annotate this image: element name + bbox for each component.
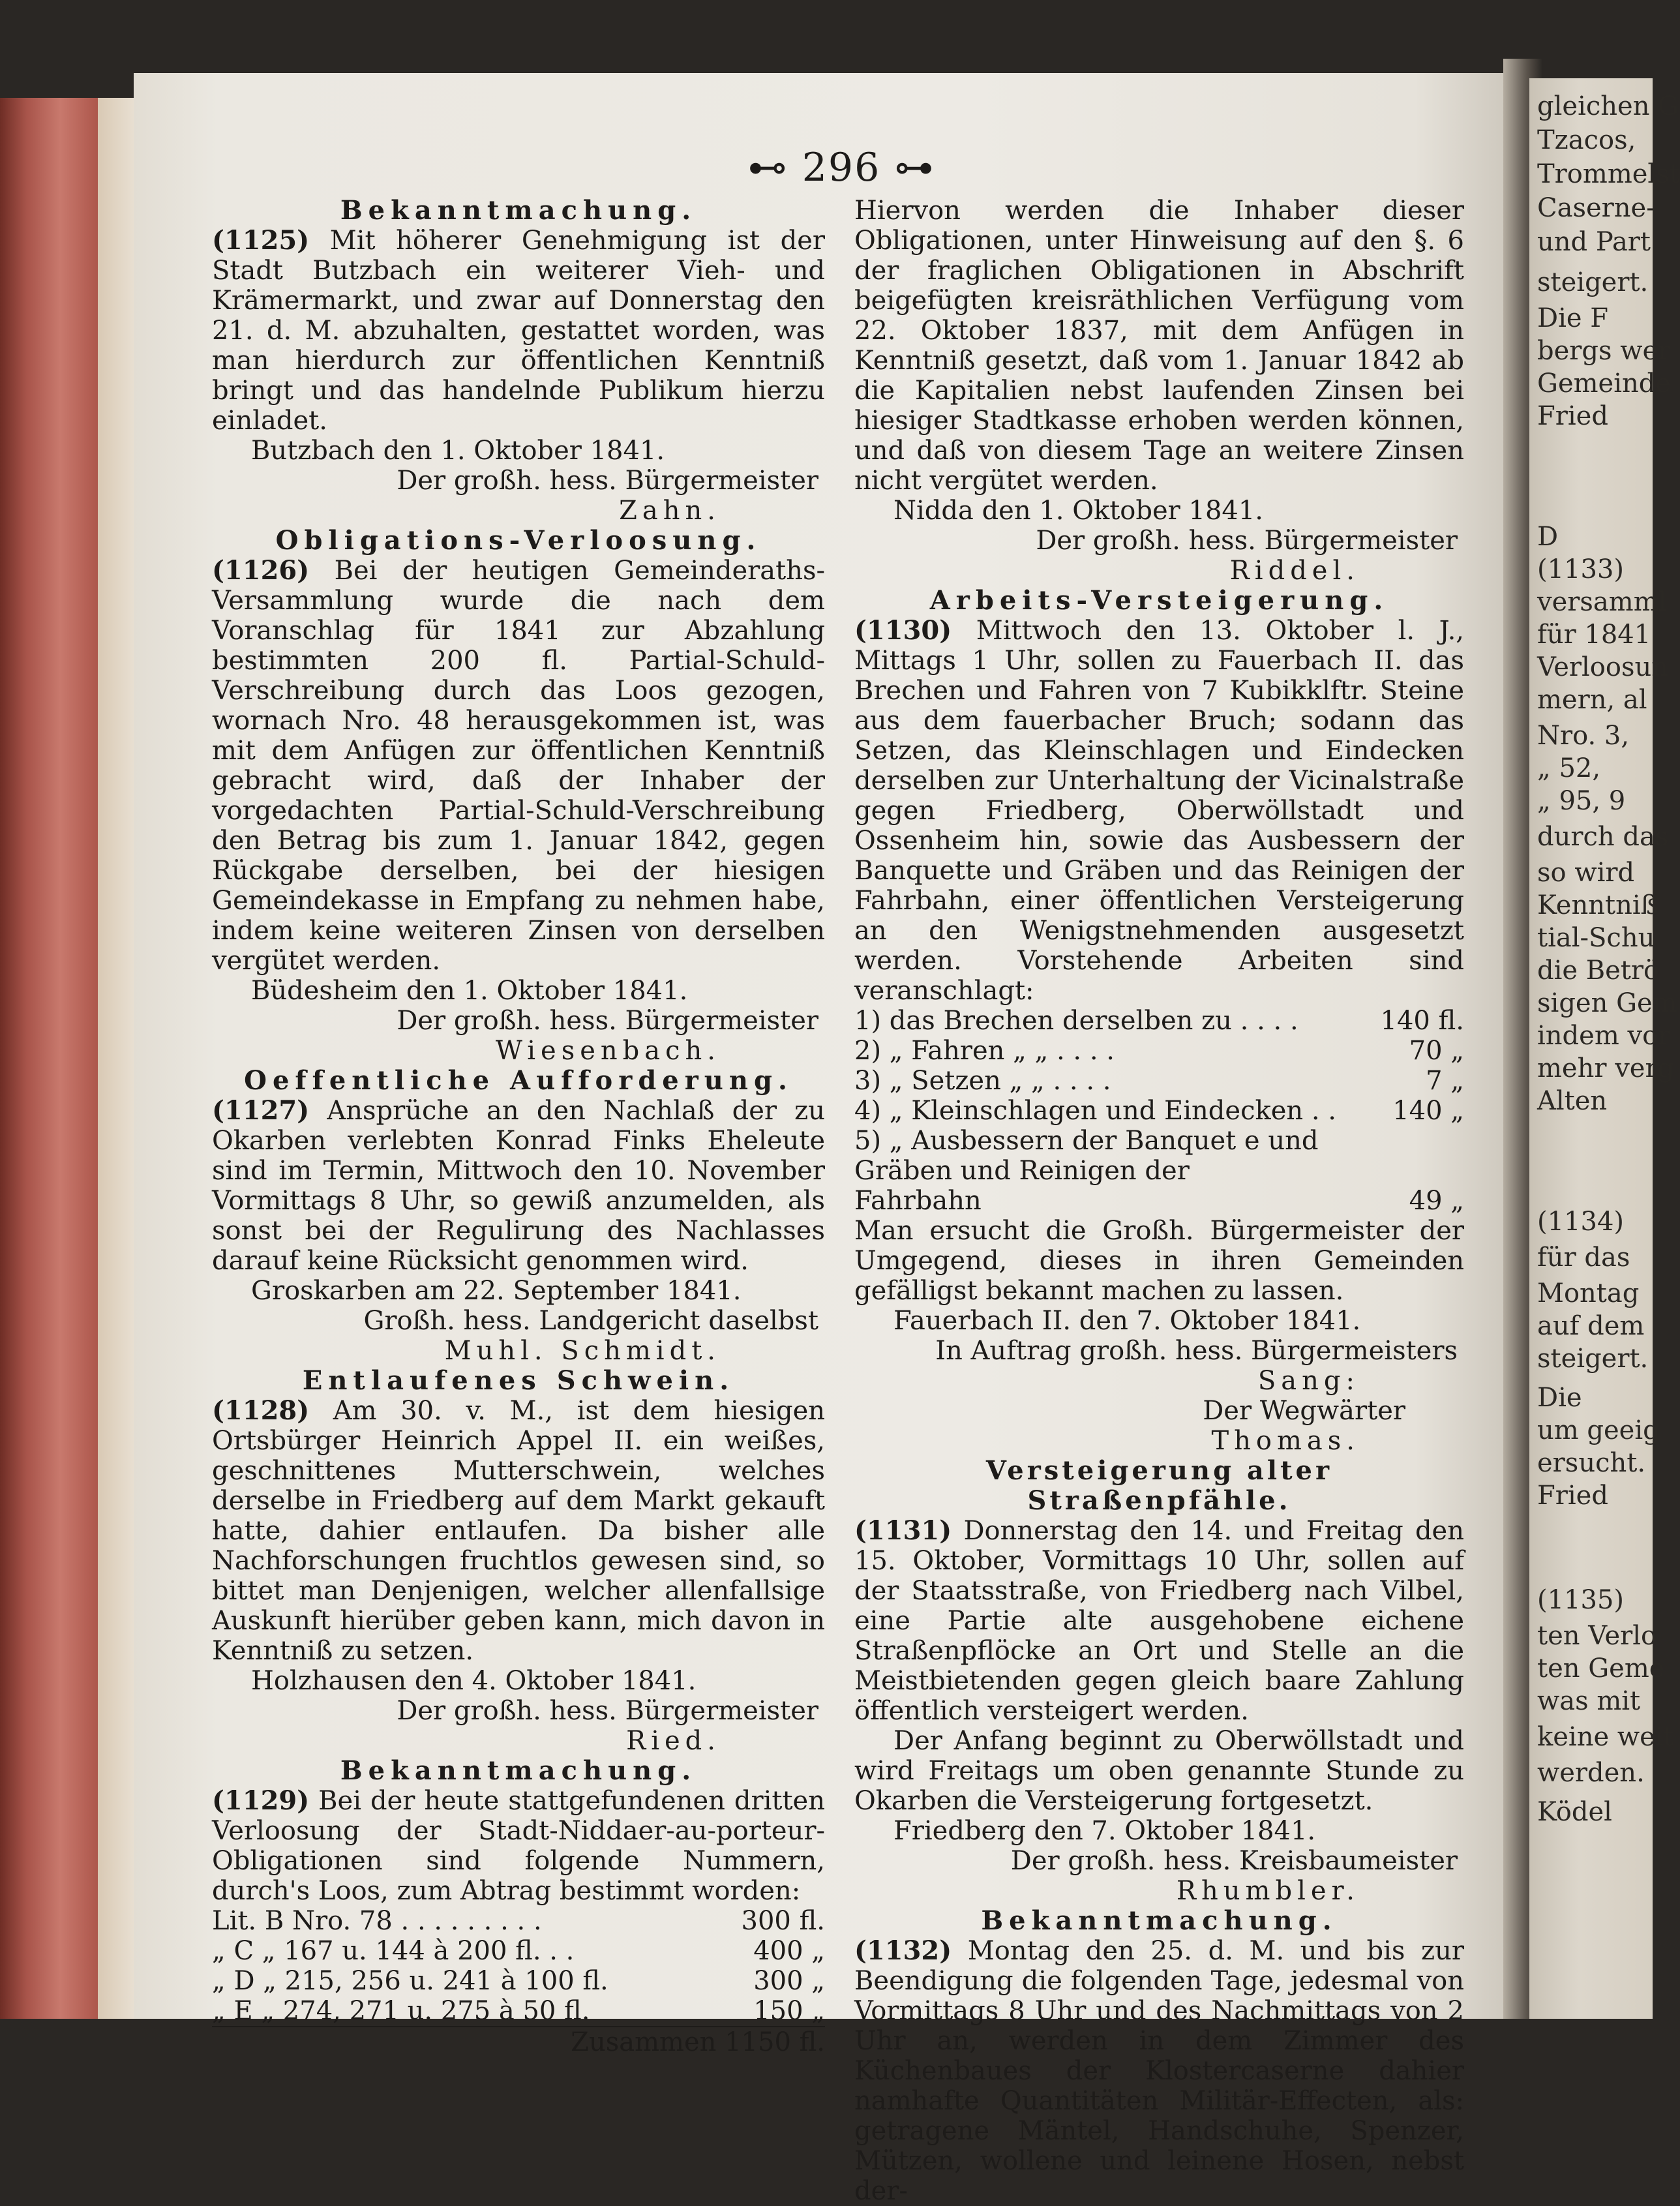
next-page-text: und Part — [1537, 227, 1651, 257]
notice-heading: Bekanntmachung. — [981, 1905, 1338, 1936]
next-page-text: „ 95, 9 — [1537, 786, 1626, 816]
next-page-text: D — [1537, 522, 1559, 552]
next-page-text: für 1841 — [1537, 620, 1651, 650]
notice-date: Büdesheim den 1. Oktober 1841. — [251, 976, 688, 1006]
next-page-text: keine weit — [1537, 1722, 1674, 1752]
notice-signatory-name: Rhumbler. — [1176, 1876, 1360, 1906]
notice-number: (1126) — [212, 555, 310, 586]
next-page-text: Trommelst — [1537, 159, 1680, 189]
notice-1132 — [854, 1906, 1464, 2206]
next-page-text: Die — [1537, 1383, 1582, 1413]
next-page-text: tial-Schu — [1537, 923, 1655, 953]
notice-body: Bei der heute stattgefundenen dritten Verloosung der Stadt-Niddaer-au-porteur-Obligationen sind folgende Nummern, durch's Loos, zum Abtrag bestimmt worden: — [212, 1786, 825, 1906]
next-page-text: steigert. — [1537, 1344, 1649, 1374]
notice-number: (1132) — [854, 1935, 952, 1966]
list-item: 1) das Brechen derselben zu . . . . 140 fl. — [854, 1006, 1464, 1036]
notice-body: Hiervon werden die Inhaber dieser Obligationen, unter Hinweisung auf den §. 6 der fraglichen Obligationen in Abschrift beigefügten kreisräthlichen Verfügung vom 22. Oktober 1837, mit dem Anfügen in Kenntniß gesetzt, daß vom 1. Januar 1842 ab die Kapitalien nebst laufenden Zinsen bei hiesiger Stadtkasse erhoben werden können, und daß von diesem Tage an weitere Zinsen nicht vergütet werden. — [854, 196, 1464, 496]
next-page-text: gleichen G — [1537, 91, 1679, 121]
list-item: „ E „ 274, 271 u. 275 à 50 fl. 150 „ — [212, 1996, 825, 2026]
next-page-text: ten Verlo — [1537, 1621, 1657, 1651]
next-page-text: ten Geme — [1537, 1654, 1665, 1684]
left-column — [212, 196, 825, 2057]
notice-signatory-name: Wiesenbach. — [495, 1036, 721, 1066]
notice-1127 — [212, 1066, 825, 1366]
next-page-text: Alten — [1537, 1086, 1608, 1116]
next-page-text: so wird — [1537, 858, 1635, 888]
next-page-text: Caserne- — [1537, 193, 1655, 223]
list-item: 2) „ Fahren „ „ . . . . 70 „ — [854, 1036, 1464, 1066]
list-item: „ D „ 215, 256 u. 241 à 100 fl. 300 „ — [212, 1966, 825, 1996]
notice-date: Nidda den 1. Oktober 1841. — [893, 496, 1264, 526]
notice-date: Fauerbach II. den 7. Oktober 1841. — [893, 1306, 1361, 1336]
page-number: 296 — [802, 145, 881, 190]
next-page-text: Tzacos, — [1537, 125, 1636, 155]
next-page-text: Montag — [1537, 1278, 1640, 1308]
next-page-text: Kenntniß — [1537, 890, 1658, 920]
next-page-text: sigen Gem — [1537, 988, 1677, 1018]
ornament-left-icon: ⊷ — [747, 145, 788, 190]
notice-number: (1130) — [854, 615, 952, 646]
next-page-text: Gemeinde — [1537, 369, 1672, 399]
next-page-text: „ 52, — [1537, 753, 1601, 783]
next-page-text: was mit — [1537, 1686, 1641, 1716]
next-page-text: für das — [1537, 1243, 1630, 1273]
list-total: Zusammen 1150 fl. — [571, 2027, 825, 2057]
notice-1129-continued — [854, 196, 1464, 586]
next-page-text: Fried — [1537, 401, 1608, 431]
next-page-text: (1133) — [1537, 554, 1625, 584]
ornament-right-icon: ⊶ — [894, 145, 935, 190]
next-page-fragment — [1529, 78, 1680, 2019]
list-item: Lit. B Nro. 78 . . . . . . . . . 300 fl. — [212, 1906, 825, 1936]
next-page-text: steigert. — [1537, 267, 1649, 297]
next-page-text: werden. — [1537, 1758, 1645, 1788]
notice-heading: Arbeits-Versteigerung. — [929, 585, 1389, 616]
next-page-text: Ködel — [1537, 1797, 1612, 1827]
list-item: „ C „ 167 u. 144 à 200 fl. . . 400 „ — [212, 1936, 825, 1966]
notice-signatory-title: Der großh. hess. Bürgermeister — [1036, 526, 1458, 556]
notice-number: (1129) — [212, 1785, 310, 1816]
next-page-text: (1135) — [1537, 1585, 1625, 1615]
notice-heading: Bekanntmachung. — [340, 195, 697, 226]
next-page-text: auf dem — [1537, 1311, 1645, 1341]
notice-body: Montag den 25. d. M. und bis zur Beendigung die folgenden Tage, jedesmal von Vormittags 8 Uhr und des Nachmittags von 2 Uhr an, werden in dem Zimmer des Küchenbaues der Klostercaserne dahier namhafte Quantitäten Militär-Effecten, als: getragene Mäntel, Handschuhe, Spenzer, Mützen, wollene und leinene Hosen, nebst der- — [854, 1936, 1464, 2206]
notice-1128 — [212, 1366, 825, 1756]
notice-body: Bei der heutigen Gemeinderaths-Versammlung wurde die nach dem Voranschlag für 1841 zur Abzahlung bestimmten 200 fl. Partial-Schuld-Verschreibung durch das Loos gezogen, wornach Nro. 48 herausgekommen ist, was mit dem Anfügen zur öffentlichen Kenntniß gebracht wird, daß der Inhaber der vorgedachten Partial-Schuld-Verschreibung den Betrag bis zum 1. Januar 1842, gegen Rückgabe derselben, bei der hiesigen Gemeindekasse in Empfang zu nehmen habe, indem keine weiteren Zinsen von derselben vergütet werden. — [212, 556, 825, 976]
notice-1130 — [854, 586, 1464, 1456]
notice-1129 — [212, 1756, 825, 2057]
notice-1131 — [854, 1456, 1464, 1906]
next-page-text: mern, al — [1537, 685, 1647, 715]
notice-signatory-title: Der großh. hess. Bürgermeister — [397, 1696, 818, 1726]
next-page-text: bergs wer — [1537, 336, 1671, 366]
next-page-text: um geeig — [1537, 1415, 1660, 1445]
notice-number: (1131) — [854, 1515, 952, 1546]
notice-body: Mit höherer Genehmigung ist der Stadt Butzbach ein weiterer Vieh- und Krämermarkt, und zwar auf Donnerstag den 21. d. M. abzuhalten, gestattet worden, was man hierdurch zur öffentlichen Kenntniß bringt und das handelnde Publikum hierzu einladet. — [212, 226, 825, 436]
notice-signatory-title: In Auftrag großh. hess. Bürgermeisters — [935, 1336, 1458, 1366]
next-page-text: durch das — [1537, 822, 1669, 852]
notice-date: Holzhausen den 4. Oktober 1841. — [251, 1666, 697, 1696]
notice-body: Am 30. v. M., ist dem hiesigen Ortsbürger Heinrich Appel II. ein weißes, geschnittenes Mutterschwein, welches derselbe in Friedberg auf dem Markt gekauft hatte, dahier entlaufen. Da bisher alle Nachforschungen fruchtlos gewesen sind, so bittet man Denjenigen, welcher allenfallsige Auskunft hierüber geben kann, mich davon in Kenntniß zu setzen. — [212, 1396, 825, 1666]
notice-body-2: Man ersucht die Großh. Bürgermeister der Umgegend, dieses in ihren Gemeinden gefälligst bekannt machen zu lassen. — [854, 1216, 1464, 1306]
list-item: 3) „ Setzen „ „ . . . . 7 „ — [854, 1066, 1464, 1096]
bond-list — [212, 1906, 825, 2057]
notice-signatory-title: Der großh. hess. Bürgermeister — [397, 1006, 818, 1036]
next-page-text: Fried — [1537, 1481, 1608, 1511]
notice-number: (1128) — [212, 1395, 310, 1426]
next-page-text: mehr verg — [1537, 1053, 1675, 1083]
next-page-text: die Betrö — [1537, 956, 1660, 986]
notice-date: Groskarben am 22. September 1841. — [251, 1276, 742, 1306]
notice-signatory-name: Sang: — [1257, 1366, 1360, 1396]
notice-signatory-name-2: Thomas. — [1211, 1426, 1360, 1456]
right-column — [854, 196, 1464, 2206]
notice-heading: Oeffentliche Aufforderung. — [244, 1065, 793, 1096]
notice-signatory-name: Riddel. — [1229, 556, 1360, 586]
notice-body: Ansprüche an den Nachlaß der zu Okarben verlebten Konrad Finks Eheleute sind im Termin, Mittwoch den 10. November Vormittags 8 Uhr, so gewiß anzumelden, als sonst bei der Regulirung des Nachlasses darauf keine Rücksicht genommen wird. — [212, 1096, 826, 1276]
notice-signatory-title: Der großh. hess. Kreisbaumeister — [1010, 1846, 1458, 1876]
notice-heading: Bekanntmachung. — [340, 1755, 697, 1786]
notice-date: Friedberg den 7. Oktober 1841. — [893, 1816, 1316, 1846]
next-page-text: ersucht. — [1537, 1448, 1646, 1478]
next-page-text: Die F — [1537, 303, 1609, 333]
notice-signatory-title: Großh. hess. Landgericht daselbst — [363, 1306, 818, 1336]
notice-signatory-title: Der großh. hess. Bürgermeister — [397, 466, 818, 496]
notice-signatory-title-2: Der Wegwärter — [1203, 1396, 1405, 1426]
notice-heading: Obligations-Verloosung. — [275, 525, 762, 556]
notice-heading: Entlaufenes Schwein. — [302, 1365, 735, 1396]
next-page-text: Verloosun — [1537, 652, 1669, 682]
cost-list — [854, 1006, 1464, 1216]
notice-heading: Versteigerung alter Straßenpfähle. — [985, 1455, 1333, 1516]
notice-number: (1127) — [212, 1095, 310, 1126]
notice-signatory-name: Zahn. — [619, 496, 721, 526]
list-item: 4) „ Kleinschlagen und Eindecken . . 140 „ — [854, 1096, 1464, 1126]
page-curve-shadow — [98, 98, 137, 2019]
page-header — [730, 145, 952, 190]
notice-1125 — [212, 196, 825, 526]
next-page-text: versamml — [1537, 587, 1667, 617]
next-page-text: Nro. 3, — [1537, 721, 1630, 751]
next-page-text: indem vor — [1537, 1021, 1671, 1051]
notice-date: Butzbach den 1. Oktober 1841. — [251, 436, 665, 466]
notice-body: Donnerstag den 14. und Freitag den 15. Oktober, Vormittags 10 Uhr, sollen auf der Staatsstraße, von Friedberg nach Vilbel, eine Partie alte ausgehobene eichene Straßenpflöcke an Ort und Stelle an die Meistbietenden gegen gleich baare Zahlung öffentlich versteigert werden. — [854, 1516, 1464, 1726]
notice-body: Mittwoch den 13. Oktober l. J., Mittags 1 Uhr, sollen zu Fauerbach II. das Brechen und Fahren von 7 Kubikklftr. Steine aus dem fauerbacher Bruch; sodann das Setzen, das Kleinschlagen und Eindecken derselben zur Unterhaltung der Vicinalstraße gegen Friedberg, Oberwöllstadt und Ossenheim hin, sowie das Ausbessern der Banquette und Gräben und das Reinigen der Fahrbahn, einer öffentlichen Versteigerung an den Wenigstnehmenden ausgesetzt werden. Vorstehende Arbeiten sind veranschlagt: — [854, 616, 1465, 1006]
notice-body-2: Der Anfang beginnt zu Oberwöllstadt und wird Freitags um oben genannte Stunde zu Okarben die Versteigerung fortgesetzt. — [854, 1726, 1464, 1816]
notice-number: (1125) — [212, 225, 310, 256]
notice-signatory-name: Muhl. Schmidt. — [444, 1336, 721, 1366]
next-page-text: (1134) — [1537, 1207, 1625, 1237]
notice-1126 — [212, 526, 825, 1066]
notice-signatory-name: Ried. — [626, 1726, 721, 1756]
list-item: 5) „ Ausbessern der Banquet e und Gräben und Reinigen der Fahrbahn 49 „ — [854, 1126, 1464, 1216]
